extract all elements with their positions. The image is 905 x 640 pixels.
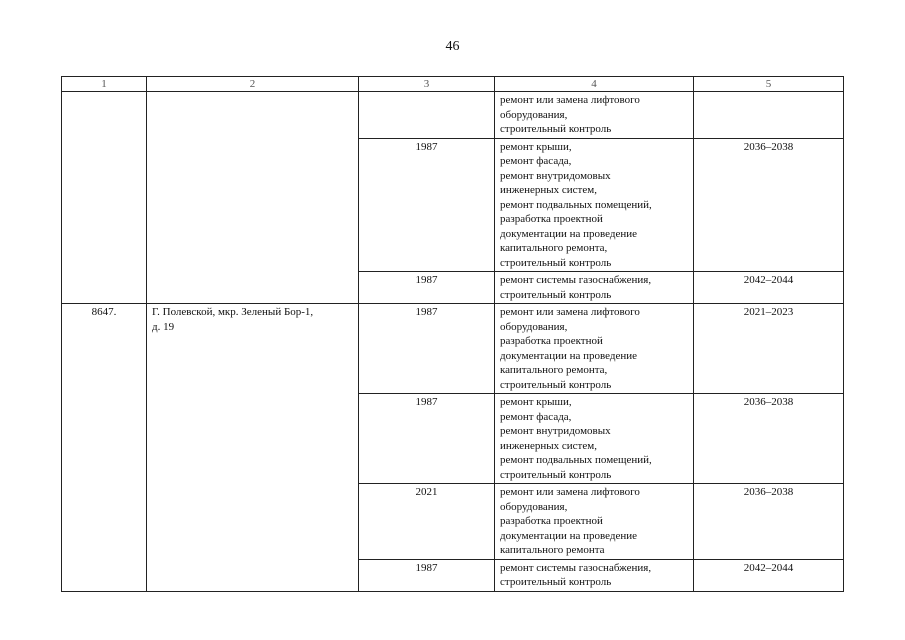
year-cell: 1987: [359, 138, 495, 272]
address-cell: Г. Полевской, мкр. Зеленый Бор-1, д. 19: [147, 304, 359, 592]
row-number-cell: 8647.: [62, 304, 147, 592]
year-cell: 2021: [359, 484, 495, 560]
table-row: [62, 304, 844, 394]
period-cell: [694, 92, 844, 139]
work-type-cell: ремонт крыши, ремонт фасада, ремонт внутридомовых инженерных систем, ремонт подвальных помещений, строительный контроль: [495, 394, 694, 484]
period-cell: 2042–2044: [694, 559, 844, 591]
year-cell: 1987: [359, 394, 495, 484]
work-type-cell: ремонт или замена лифтового оборудования, строительный контроль: [495, 92, 694, 139]
column-header-2: 2: [147, 77, 359, 92]
work-type-cell: ремонт или замена лифтового оборудования, разработка проектной документации на проведение капитального ремонта: [495, 484, 694, 560]
page-number: 46: [445, 39, 460, 54]
work-type-cell: ремонт крыши, ремонт фасада, ремонт внутридомовых инженерных систем, ремонт подвальных помещений, разработка проектной документации на проведение капитального ремонта, строительный контроль: [495, 138, 694, 272]
work-type-cell: ремонт системы газоснабжения, строительный контроль: [495, 272, 694, 304]
period-cell: 2021–2023: [694, 304, 844, 394]
year-cell: [359, 92, 495, 139]
period-cell: 2036–2038: [694, 484, 844, 560]
column-header-4: 4: [495, 77, 694, 92]
address-cell: [147, 92, 359, 304]
row-number-cell: [62, 92, 147, 304]
year-cell: 1987: [359, 304, 495, 394]
table-row: [62, 92, 844, 139]
period-cell: 2042–2044: [694, 272, 844, 304]
column-header-1: 1: [62, 77, 147, 92]
work-type-cell: ремонт системы газоснабжения, строительный контроль: [495, 559, 694, 591]
column-header-5: 5: [694, 77, 844, 92]
column-header-3: 3: [359, 77, 495, 92]
period-cell: 2036–2038: [694, 394, 844, 484]
table-header-row: [62, 77, 844, 92]
year-cell: 1987: [359, 272, 495, 304]
capital-repair-table: [61, 76, 844, 592]
work-type-cell: ремонт или замена лифтового оборудования, разработка проектной документации на проведение капитального ремонта, строительный контроль: [495, 304, 694, 394]
period-cell: 2036–2038: [694, 138, 844, 272]
year-cell: 1987: [359, 559, 495, 591]
